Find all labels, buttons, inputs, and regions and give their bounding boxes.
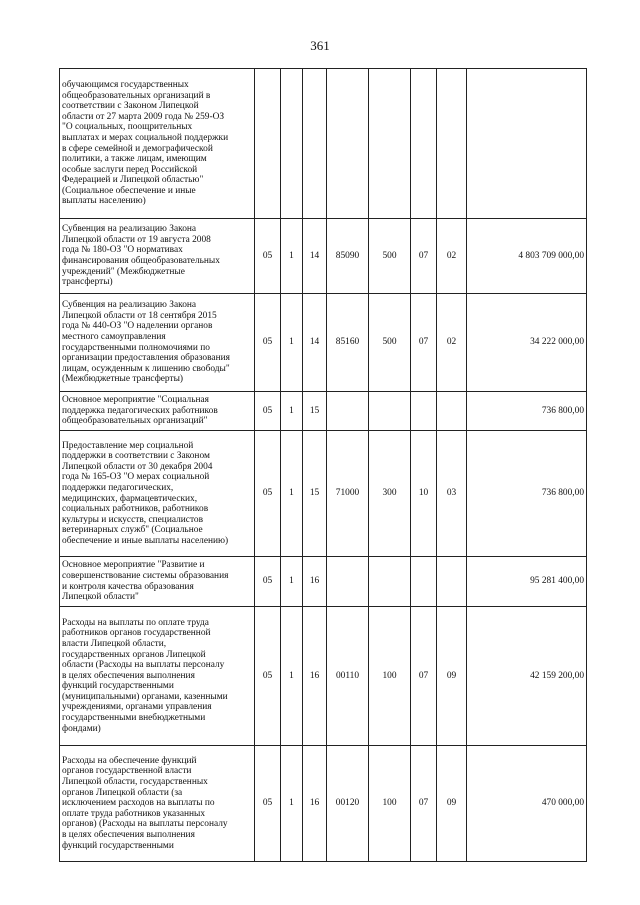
expense-type-cell: 100 [369,746,411,862]
section-cell: 07 [411,294,437,392]
expense-type-cell [369,557,411,607]
expense-type-cell: 300 [369,431,411,557]
program-code-cell: 05 [255,557,281,607]
subsection-cell: 09 [437,746,467,862]
subsection-cell [437,392,467,431]
table-row [60,607,587,746]
table-row [60,431,587,557]
subsection-cell [437,69,467,219]
amount-cell: 470 000,00 [467,746,587,862]
expense-type-cell [369,69,411,219]
table-row [60,69,587,219]
subprogram-code-cell: 1 [281,294,303,392]
section-cell [411,392,437,431]
subsection-cell: 02 [437,219,467,294]
subprogram-code-cell: 1 [281,557,303,607]
row-description: Субвенция на реализацию Закона Липецкой области от 18 сентября 2015 года № 440-ОЗ "О наделении органов местного самоуправления государственными полномочиями по организации предоставления образования лицам, осужденным к лишению свободы" (Межбюджетные трансферты) [60,294,255,392]
program-code-cell [255,69,281,219]
program-code-cell: 05 [255,607,281,746]
program-code-cell: 05 [255,431,281,557]
row-description: Основное мероприятие "Социальная поддержка педагогических работников общеобразовательных организаций" [60,392,255,431]
table-row [60,746,587,862]
expense-type-cell: 100 [369,607,411,746]
budget-table [59,68,587,862]
program-code-cell: 05 [255,392,281,431]
page-number: 361 [310,38,330,53]
amount-cell: 34 222 000,00 [467,294,587,392]
subprogram-code-cell: 1 [281,746,303,862]
direction-code-cell [327,392,369,431]
expense-type-cell [369,392,411,431]
activity-code-cell: 16 [303,746,327,862]
table-row [60,294,587,392]
row-description: Предоставление мер социальной поддержки в соответствии с Законом Липецкой области от 30 декабря 2004 года № 165-ОЗ "О мерах социальной поддержки педагогических, медицинских, фармацевтических, социальных работников, работников культуры и искусств, специалистов ветеринарных служб" (Социальное обеспечение и иные выплаты населению) [60,431,255,557]
direction-code-cell [327,557,369,607]
subprogram-code-cell: 1 [281,607,303,746]
activity-code-cell: 14 [303,294,327,392]
activity-code-cell: 16 [303,557,327,607]
row-description: Расходы на обеспечение функций органов государственной власти Липецкой области, государственных органов Липецкой области (за исключением расходов на выплаты по оплате труда работников указанных органов) (Расходы на выплаты персоналу в целях обеспечения выполнения функций государственными [60,746,255,862]
section-cell: 10 [411,431,437,557]
amount-cell: 42 159 200,00 [467,607,587,746]
expense-type-cell: 500 [369,219,411,294]
section-cell: 07 [411,219,437,294]
table-row [60,392,587,431]
program-code-cell: 05 [255,219,281,294]
section-cell [411,69,437,219]
amount-cell: 4 803 709 000,00 [467,219,587,294]
direction-code-cell: 85090 [327,219,369,294]
row-description: обучающимся государственных общеобразовательных организаций в соответствии с Законом Липецкой области от 27 марта 2009 года № 259-ОЗ "О социальных, поощрительных выплатах и мерах социальной поддержки в сфере семейной и демографической политики, а также лицам, имеющим особые заслуги перед Российской Федерацией и Липецкой областью" (Социальное обеспечение и иные выплаты населению) [60,69,255,219]
expense-type-cell: 500 [369,294,411,392]
subsection-cell: 03 [437,431,467,557]
direction-code-cell: 71000 [327,431,369,557]
subsection-cell: 09 [437,607,467,746]
row-description: Основное мероприятие "Развитие и совершенствование системы образования и контроля качества образования Липецкой области" [60,557,255,607]
subprogram-code-cell: 1 [281,219,303,294]
amount-cell: 736 800,00 [467,392,587,431]
direction-code-cell: 85160 [327,294,369,392]
amount-cell: 736 800,00 [467,431,587,557]
program-code-cell: 05 [255,746,281,862]
subsection-cell [437,557,467,607]
direction-code-cell: 00120 [327,746,369,862]
activity-code-cell: 15 [303,392,327,431]
program-code-cell: 05 [255,294,281,392]
subprogram-code-cell: 1 [281,392,303,431]
row-description: Расходы на выплаты по оплате труда работников органов государственной власти Липецкой области, государственных органов Липецкой области (Расходы на выплаты персоналу в целях обеспечения выполнения функций государственными (муниципальными) органами, казенными учреждениями, органами управления государственными внебюджетными фондами) [60,607,255,746]
section-cell: 07 [411,607,437,746]
direction-code-cell [327,69,369,219]
activity-code-cell [303,69,327,219]
section-cell [411,557,437,607]
direction-code-cell: 00110 [327,607,369,746]
amount-cell [467,69,587,219]
table-row [60,557,587,607]
section-cell: 07 [411,746,437,862]
subsection-cell: 02 [437,294,467,392]
activity-code-cell: 16 [303,607,327,746]
activity-code-cell: 14 [303,219,327,294]
table-row [60,219,587,294]
subprogram-code-cell [281,69,303,219]
activity-code-cell: 15 [303,431,327,557]
subprogram-code-cell: 1 [281,431,303,557]
row-description: Субвенция на реализацию Закона Липецкой области от 19 августа 2008 года № 180-ОЗ "О нормативах финансирования общеобразовательных учреждений" (Межбюджетные трансферты) [60,219,255,294]
amount-cell: 95 281 400,00 [467,557,587,607]
